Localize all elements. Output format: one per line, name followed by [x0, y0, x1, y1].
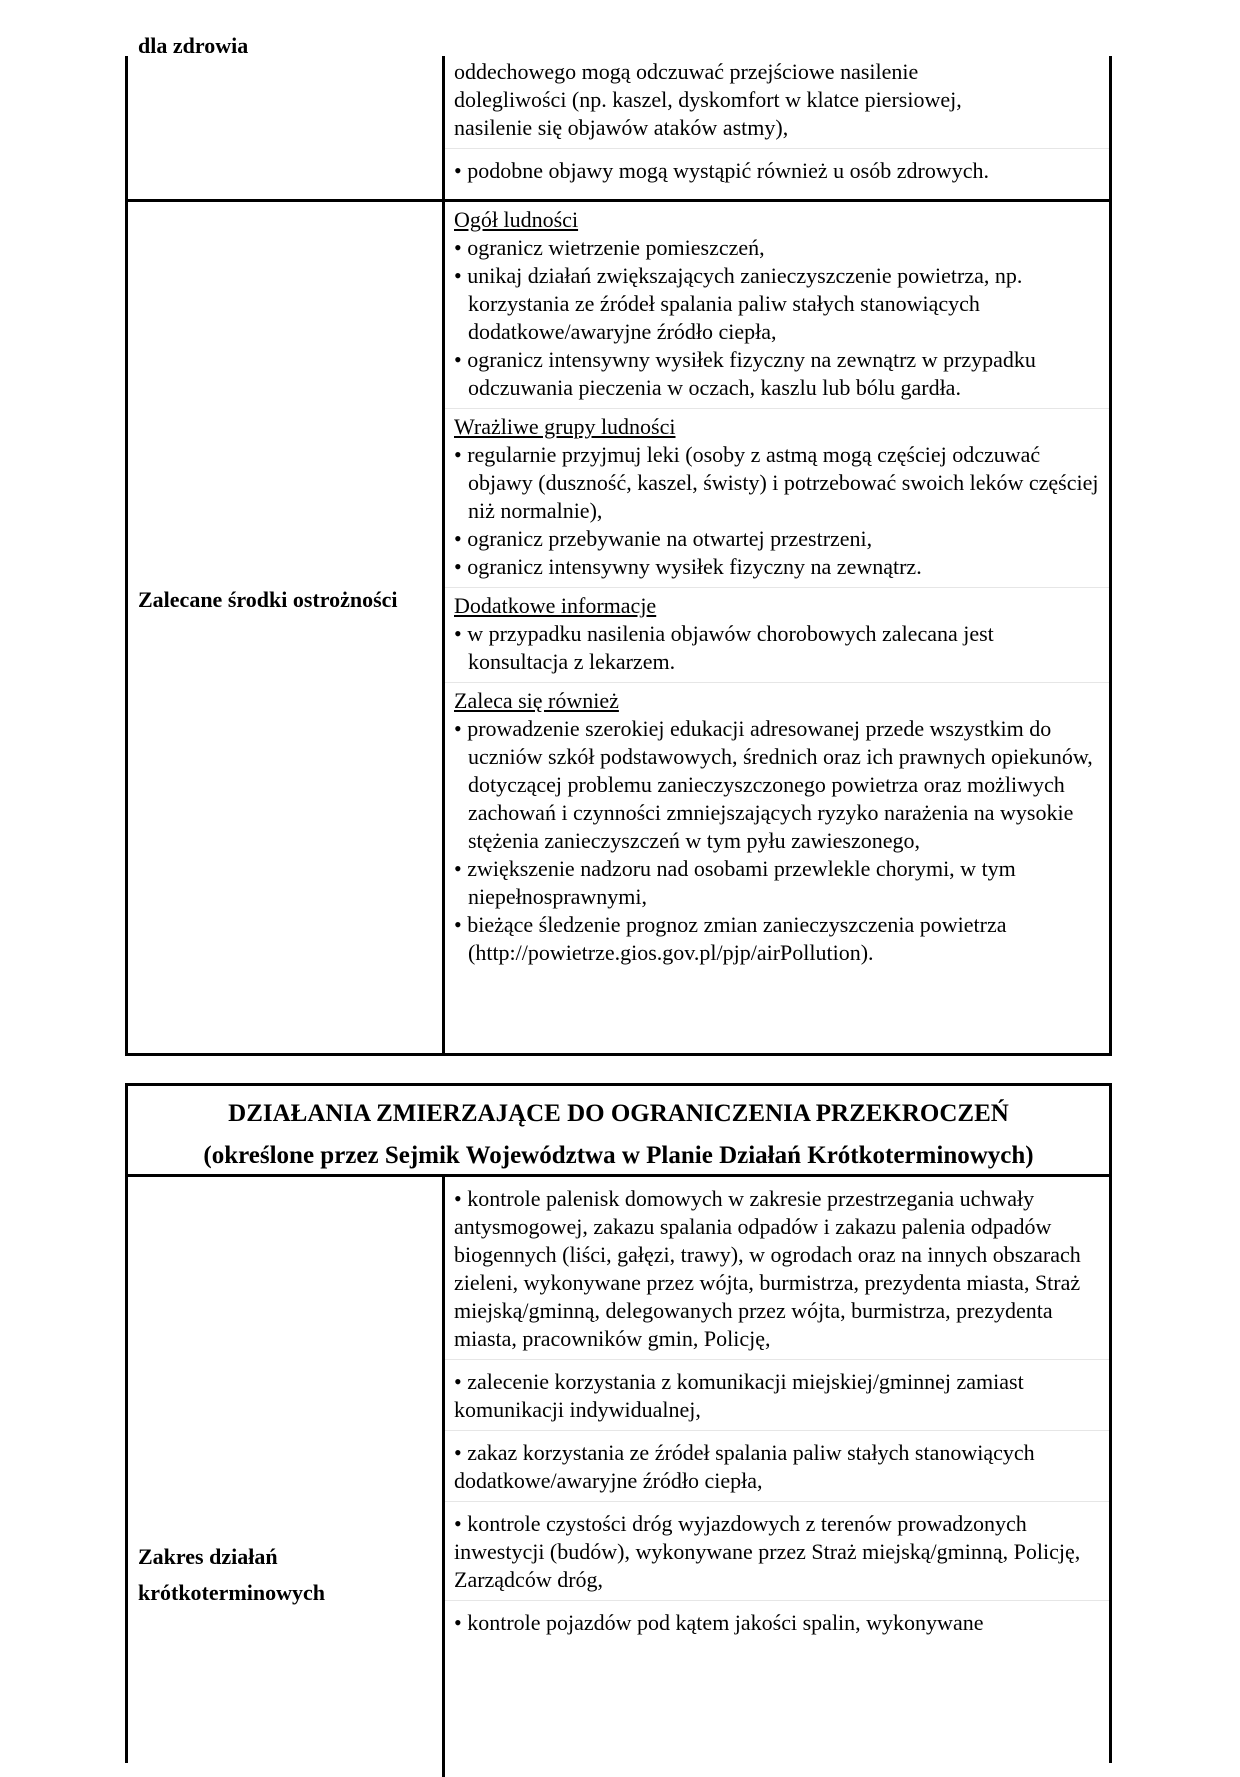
precautions-content: [445, 202, 1109, 1056]
health-paragraph: [445, 148, 1109, 191]
action-text: • kontrole palenisk domowych w zakresie przestrzegania uchwały antysmogowej, zakazu spalania odpadów i zakazu palenia odpadów biogennych (liści, gałęzi, trawy), w ogrodach oraz na innych obszarach zieleni, wykonywane przez wójta, burmistrza, prezydenta miasta, Straż miejską/gminną, delegowanych przez wójta, burmistrza, prezydenta miasta, pracowników gmin, Policję,: [454, 1186, 1081, 1351]
short-term-actions-content: [445, 1177, 1109, 1777]
short-term-actions-label: [138, 1539, 325, 1611]
list-item: • ogranicz intensywny wysiłek fizyczny na zewnątrz w przypadku odczuwania pieczenia w oczach, kaszlu lub bólu gardła.: [454, 347, 1036, 400]
action-text: • kontrole czystości dróg wyjazdowych z terenów prowadzonych inwestycji (budów), wykonywane przez Straż miejską/gminną, Policję, Zarządców dróg,: [454, 1511, 1081, 1592]
group-heading: Zaleca się również: [454, 688, 619, 713]
list-item: • prowadzenie szerokiej edukacji adresowanej przede wszystkim do uczniów szkół podstawowych, średnich oraz ich prawnych opiekunów, dotyczącej problemu zanieczyszczonego powietrza oraz możliwych zachowań i czynności zmniejszających ryzyko narażenia na wysokie stężenia zanieczyszczeń w tym pyłu zawieszonego,: [454, 716, 1093, 853]
text-line: oddechowego mogą odczuwać przejściowe nasilenie: [454, 59, 919, 84]
health-effects-label: dla zdrowia: [138, 33, 249, 58]
header-title: DZIAŁANIA ZMIERZAJĄCE DO OGRANICZENIA PRZEKROCZEŃ: [228, 1100, 1009, 1127]
list-item: • ogranicz przebywanie na otwartej przestrzeni,: [454, 526, 873, 551]
group-general-population: [445, 202, 1109, 408]
action-item: [445, 1177, 1109, 1359]
text-line: dolegliwości (np. kaszel, dyskomfort w klatce piersiowej,: [454, 87, 962, 112]
list-item: • w przypadku nasilenia objawów chorobowych zalecana jest konsultacja z lekarzem.: [454, 621, 994, 674]
list-item: • unikaj działań zwiększających zanieczyszczenie powietrza, np. korzystania ze źródeł spalania paliw stałych stanowiących dodatkowe/awaryjne źródło ciepła,: [454, 263, 1023, 344]
list-item: • regularnie przyjmuj leki (osoby z astmą mogą częściej odczuwać objawy (duszność, kaszel, świsty) i potrzebować swoich leków częściej niż normalnie),: [454, 442, 1099, 523]
group-heading: Wrażliwe grupy ludności: [454, 414, 676, 439]
short-term-actions-row: [128, 1174, 1109, 1777]
action-item: [445, 1430, 1109, 1501]
group-also-recommended: [445, 682, 1109, 973]
text-line: • podobne objawy mogą wystąpić również u osób zdrowych.: [454, 158, 989, 183]
action-text: • zakaz korzystania ze źródeł spalania paliw stałych stanowiących dodatkowe/awaryjne źródło ciepła,: [454, 1440, 1035, 1493]
precautions-label-cell: [128, 202, 445, 1056]
health-paragraph: [445, 56, 1109, 148]
short-term-actions-label-cell: [128, 1177, 445, 1777]
list-item: • zwiększenie nadzoru nad osobami przewlekle chorymi, w tym niepełnosprawnymi,: [454, 856, 1016, 909]
action-item: [445, 1600, 1109, 1643]
short-term-actions-table: [125, 1083, 1112, 1763]
precautions-label: Zalecane środki ostrożności: [138, 587, 398, 612]
precautions-row: [128, 199, 1109, 1056]
list-item: • bieżące śledzenie prognoz zmian zanieczyszczenia powietrza (http://powietrze.gios.gov.pl/pjp/airPollution).: [454, 912, 1007, 965]
action-item: [445, 1501, 1109, 1600]
health-effects-content: [445, 56, 1109, 199]
group-heading: Dodatkowe informacje: [454, 593, 657, 618]
table-header: [128, 1086, 1109, 1174]
group-additional-info: [445, 587, 1109, 682]
label-line: Zakres działań: [138, 1544, 278, 1569]
group-sensitive-population: [445, 408, 1109, 587]
health-effects-label-cell: [128, 33, 445, 199]
group-heading: Ogół ludności: [454, 207, 579, 232]
action-text: • kontrole pojazdów pod kątem jakości spalin, wykonywane: [454, 1610, 984, 1635]
list-item: • ogranicz wietrzenie pomieszczeń,: [454, 235, 765, 260]
list-item: • ogranicz intensywny wysiłek fizyczny na zewnątrz.: [454, 554, 922, 579]
action-item: [445, 1359, 1109, 1430]
action-text: • zalecenie korzystania z komunikacji miejskiej/gminnej zamiast komunikacji indywidualnej,: [454, 1369, 1024, 1422]
header-subtitle: (określone przez Sejmik Województwa w Planie Działań Krótkoterminowych): [203, 1142, 1034, 1169]
label-line: krótkoterminowych: [138, 1580, 325, 1605]
precautions-table: [125, 33, 1112, 1056]
health-effects-row: [128, 33, 1109, 199]
text-line: nasilenie się objawów ataków astmy),: [454, 115, 789, 140]
